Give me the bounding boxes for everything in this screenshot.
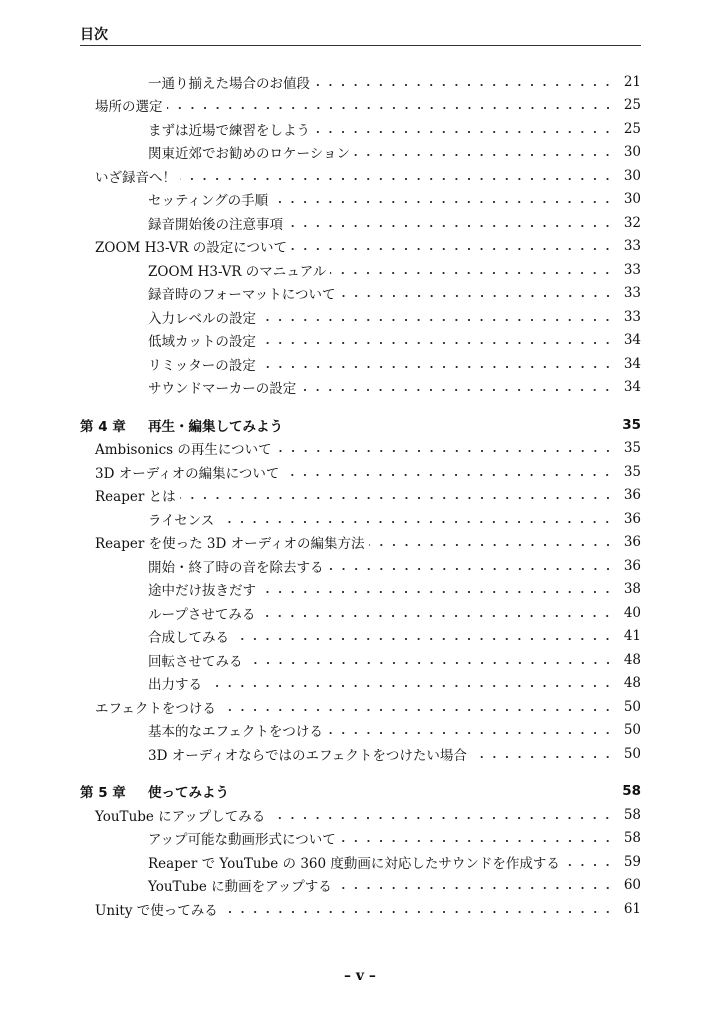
toc-entry[interactable] xyxy=(80,507,641,531)
toc-entry[interactable] xyxy=(80,70,641,94)
entry-page: 34 xyxy=(623,379,641,396)
dot-leader xyxy=(291,244,614,254)
toc-entry[interactable] xyxy=(80,874,641,898)
entry-title: 低域カットの設定 xyxy=(148,334,256,351)
dot-leader xyxy=(369,540,614,550)
entry-title: 使ってみよう xyxy=(148,785,229,802)
dot-leader xyxy=(340,836,614,846)
dot-leader xyxy=(283,470,613,480)
toc-entry[interactable] xyxy=(80,282,641,306)
entry-page: 25 xyxy=(623,97,641,114)
toc-entry[interactable] xyxy=(80,305,641,329)
page-number: – v – xyxy=(344,968,376,984)
entry-page: 41 xyxy=(623,628,641,645)
toc-entry[interactable] xyxy=(80,578,641,602)
toc-entry[interactable] xyxy=(80,141,641,165)
entry-title: ライセンス xyxy=(148,512,215,529)
entry-title: エフェクトをつける xyxy=(95,700,216,717)
entry-title: 基本的なエフェクトをつける xyxy=(148,724,323,741)
dot-leader xyxy=(260,315,614,325)
toc-entry[interactable] xyxy=(80,164,641,188)
entry-title: Ambisonics の再生について xyxy=(95,442,272,459)
entry-page: 36 xyxy=(623,534,641,551)
entry-page: 33 xyxy=(623,261,641,278)
entry-page: 50 xyxy=(623,745,641,762)
entry-page: 36 xyxy=(623,510,641,527)
entry-title: 一通り揃えた場合のお値段 xyxy=(148,75,310,92)
dot-leader xyxy=(259,611,613,621)
entry-title: YouTube にアップしてみる xyxy=(95,808,266,825)
entry-title: 途中だけ抜きだす xyxy=(148,583,256,600)
entry-title: 場所の選定 xyxy=(95,99,163,116)
entry-title: 3D オーディオの編集について xyxy=(95,465,280,482)
entry-page: 50 xyxy=(623,722,641,739)
toc-entry[interactable] xyxy=(80,188,641,212)
chapter-number: 第 5 章 xyxy=(80,785,126,802)
toc-entry[interactable] xyxy=(80,531,641,555)
entry-title: Reaper を使った 3D オーディオの編集方法 xyxy=(95,536,365,553)
entry-page: 25 xyxy=(623,120,641,137)
entry-page: 48 xyxy=(623,675,641,692)
toc-entry[interactable] xyxy=(80,258,641,282)
entry-page: 32 xyxy=(623,214,641,231)
entry-title: 録音時のフォーマットについて xyxy=(148,287,336,304)
toc-entry[interactable] xyxy=(80,376,641,400)
dot-leader xyxy=(167,103,614,113)
entry-title: アップ可能な動画形式について xyxy=(148,832,336,849)
entry-title: YouTube に動画をアップする xyxy=(148,879,332,896)
entry-page: 33 xyxy=(623,285,641,302)
entry-page: 58 xyxy=(623,806,641,823)
entry-page: 21 xyxy=(623,73,641,90)
entry-title: 関東近郊でお勧めのロケーション xyxy=(148,146,350,163)
entry-page: 61 xyxy=(623,900,641,917)
toc-entry[interactable] xyxy=(80,235,641,259)
entry-page: 30 xyxy=(623,191,641,208)
dot-leader xyxy=(471,752,614,762)
entry-title: セッティングの手順 xyxy=(148,193,269,210)
dot-leader xyxy=(327,728,614,738)
running-header: 目次 xyxy=(80,27,108,43)
dot-leader xyxy=(330,268,614,278)
dot-leader xyxy=(564,860,614,870)
dot-leader xyxy=(276,446,614,456)
entry-page: 30 xyxy=(623,167,641,184)
dot-leader xyxy=(340,291,614,301)
toc-entry[interactable] xyxy=(80,827,641,851)
dot-leader xyxy=(180,174,614,184)
toc-entry[interactable] xyxy=(80,897,641,921)
toc-entry[interactable] xyxy=(80,742,641,766)
entry-title: 出力する xyxy=(148,677,202,694)
entry-page: 36 xyxy=(623,487,641,504)
entry-title: 合成してみる xyxy=(148,630,229,647)
toc-entry[interactable] xyxy=(80,719,641,743)
entry-page: 58 xyxy=(623,830,641,847)
entry-title: 録音開始後の注意事項 xyxy=(148,216,283,233)
toc-entry[interactable] xyxy=(80,352,641,376)
dot-leader xyxy=(287,221,614,231)
entry-page: 33 xyxy=(623,308,641,325)
entry-page: 33 xyxy=(623,238,641,255)
entry-title: 入力レベルの設定 xyxy=(148,310,256,327)
entry-title: 再生・編集してみよう xyxy=(148,418,283,435)
entry-title: 3D オーディオならではのエフェクトをつけたい場合 xyxy=(148,747,467,764)
entry-title: ループさせてみる xyxy=(148,606,256,623)
entry-page: 58 xyxy=(622,783,641,800)
toc-entry[interactable] xyxy=(80,94,641,118)
chapter-number: 第 4 章 xyxy=(80,418,126,435)
toc-entry[interactable] xyxy=(80,672,641,696)
entry-title: Unity で使ってみる xyxy=(95,902,218,919)
header-rule xyxy=(80,45,641,46)
dot-leader xyxy=(247,658,614,668)
entry-page: 48 xyxy=(623,651,641,668)
entry-page: 60 xyxy=(623,877,641,894)
toc-entry[interactable] xyxy=(80,850,641,874)
entry-page: 35 xyxy=(622,416,641,433)
entry-title: いざ録音へ！ xyxy=(95,169,176,186)
entry-title: サウンドマーカーの設定 xyxy=(148,381,297,398)
entry-title: リミッターの設定 xyxy=(148,357,256,374)
entry-title: 開始・終了時の音を除去する xyxy=(148,559,324,576)
dot-leader xyxy=(260,587,614,597)
entry-title: まずは近場で練習をしよう xyxy=(148,122,310,139)
entry-title: 回転させてみる xyxy=(148,653,243,670)
entry-page: 50 xyxy=(623,698,641,715)
toc-entry[interactable] xyxy=(80,803,641,827)
entry-page: 35 xyxy=(623,463,641,480)
entry-page: 34 xyxy=(623,355,641,372)
toc-entry[interactable] xyxy=(80,601,641,625)
dot-leader xyxy=(260,338,614,348)
dot-leader xyxy=(206,681,614,691)
toc-entry[interactable] xyxy=(80,460,641,484)
entry-page: 40 xyxy=(623,604,641,621)
dot-leader xyxy=(300,385,614,395)
toc-chapter[interactable] xyxy=(80,413,641,437)
dot-leader xyxy=(220,705,614,715)
toc-chapter[interactable] xyxy=(80,780,641,804)
toc-entry[interactable] xyxy=(80,437,641,461)
toc-entry[interactable] xyxy=(80,484,641,508)
dot-leader xyxy=(233,634,614,644)
entry-page: 35 xyxy=(623,440,641,457)
entry-page: 59 xyxy=(623,853,641,870)
dot-leader xyxy=(328,564,614,574)
dot-leader xyxy=(354,150,614,160)
dot-leader xyxy=(218,517,614,527)
toc-entry[interactable] xyxy=(80,554,641,578)
dot-leader xyxy=(180,493,614,503)
toc-entry[interactable] xyxy=(80,211,641,235)
dot-leader xyxy=(222,907,614,917)
table-of-contents xyxy=(80,70,641,921)
entry-title: Reaper とは xyxy=(95,489,176,506)
dot-leader xyxy=(260,362,614,372)
dot-leader xyxy=(272,197,614,207)
dot-leader xyxy=(314,80,614,90)
toc-entry[interactable] xyxy=(80,117,641,141)
entry-title: ZOOM H3-VR のマニュアル xyxy=(148,263,327,280)
entry-page: 34 xyxy=(623,332,641,349)
toc-entry[interactable] xyxy=(80,648,641,672)
entry-title: ZOOM H3-VR の設定について xyxy=(95,240,288,257)
dot-leader xyxy=(336,883,614,893)
dot-leader xyxy=(269,813,614,823)
toc-entry[interactable] xyxy=(80,329,641,353)
entry-page: 30 xyxy=(623,144,641,161)
toc-entry[interactable] xyxy=(80,625,641,649)
toc-entry[interactable] xyxy=(80,695,641,719)
entry-page: 36 xyxy=(623,557,641,574)
entry-title: Reaper で YouTube の 360 度動画に対応したサウンドを作成する xyxy=(148,855,560,872)
entry-page: 38 xyxy=(623,581,641,598)
dot-leader xyxy=(314,127,614,137)
